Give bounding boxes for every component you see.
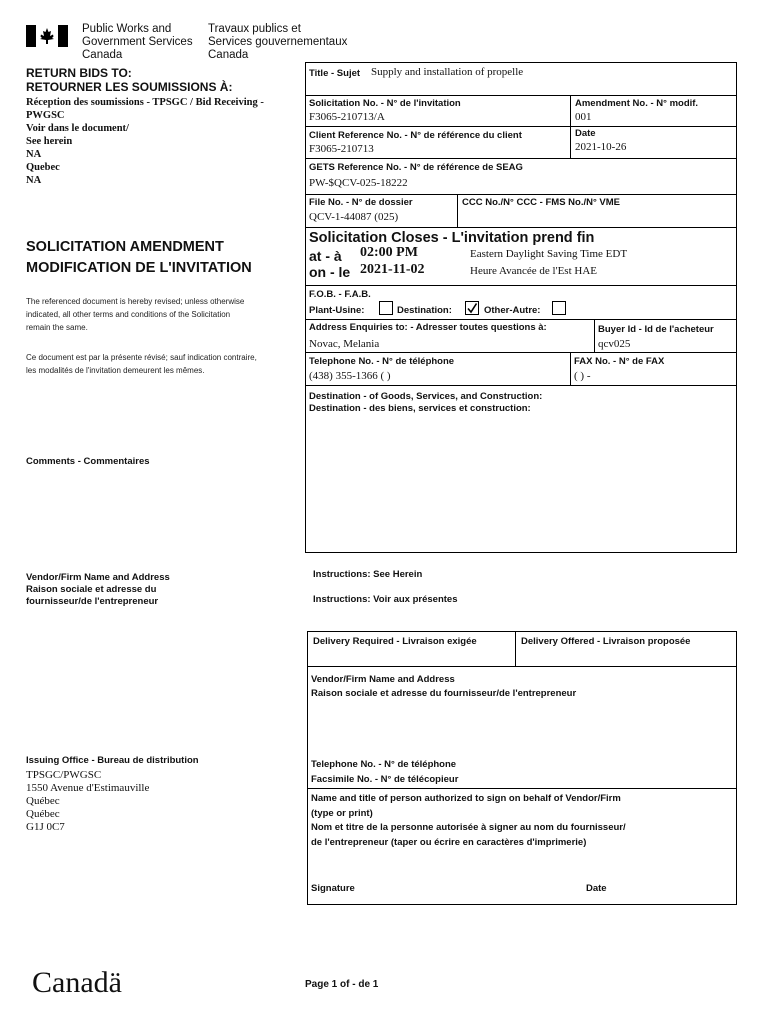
- vendor-telephone-label: Telephone No. - N° de téléphone: [311, 759, 457, 770]
- department-name-fr: Travaux publics et Services gouvernementaux Canada: [208, 23, 348, 61]
- other-checkbox[interactable]: [552, 301, 566, 315]
- destination-label: Destination:: [397, 305, 452, 316]
- client-ref-value: F3065-210713: [309, 143, 374, 155]
- closing-date-value: 2021-11-02: [360, 262, 425, 277]
- department-name-en: Public Works and Government Services Canada: [82, 23, 193, 61]
- at-label: at - à: [309, 248, 342, 264]
- destination-goods-fr: Destination - des biens, services et construction:: [309, 403, 531, 414]
- date-value: 2021-10-26: [575, 141, 627, 153]
- amendment-text-en: The referenced document is hereby revised; unless otherwise indicated, all other terms and conditions of the Solicitation remain the same.: [26, 297, 245, 332]
- title-value: Supply and installation of propelle: [371, 66, 524, 78]
- canada-flag-icon: [26, 25, 68, 47]
- other-label: Other-Autre:: [484, 305, 541, 316]
- file-no-value: QCV-1-44087 (025): [309, 211, 399, 223]
- instructions-en: Instructions: See Herein: [313, 569, 423, 580]
- gets-ref-label: GETS Reference No. - N° de référence de SEAG: [309, 162, 523, 173]
- timezone-en: Eastern Daylight Saving Time EDT: [470, 248, 628, 260]
- signature-label: Signature: [311, 883, 355, 894]
- fax-value: ( ) -: [574, 370, 591, 382]
- page-number: Page 1 of - de 1: [305, 979, 379, 990]
- return-bids-address: Réception des soumissions - TPSGC / Bid Receiving - PWGSC Voir dans le document/ See herein NA Quebec NA: [26, 97, 264, 186]
- plant-checkbox[interactable]: [379, 301, 393, 315]
- comments-label: Comments - Commentaires: [26, 456, 150, 467]
- gets-ref-value: PW-$QCV-025-18222: [309, 177, 408, 189]
- timezone-fr: Heure Avancée de l'Est HAE: [470, 265, 598, 277]
- telephone-value: (438) 355-1366 ( ): [309, 370, 391, 382]
- return-bids-title: RETURN BIDS TO: RETOURNER LES SOUMISSIONS À:: [26, 66, 233, 94]
- date-sign-label: Date: [586, 883, 607, 894]
- vendor-name-label: Vendor/Firm Name and Address: [311, 674, 455, 685]
- solicitation-no-label: Solicitation No. - N° de l'invitation: [309, 98, 461, 109]
- solicitation-closes-label: Solicitation Closes - L'invitation prend fin: [309, 230, 595, 246]
- authorized-person-label: Name and title of person authorized to sign on behalf of Vendor/Firm (type or print) Nom et titre de la personne autorisée à signer au nom du fournisseur/ de l'entrepreneur (taper ou écrire en caractères d'imprimerie): [311, 793, 626, 848]
- amendment-text-fr: Ce document est par la présente révisé; sauf indication contraire, les modalités de l'invitation demeurent les mêmes.: [26, 353, 257, 375]
- checkmark-icon: [466, 302, 478, 314]
- instructions-fr: Instructions: Voir aux présentes: [313, 594, 458, 605]
- solicitation-no-value: F3065-210713/A: [309, 111, 385, 123]
- buyer-id-value: qcv025: [598, 338, 631, 350]
- amendment-no-label: Amendment No. - N° modif.: [575, 98, 699, 109]
- vendor-address-label-fr: Raison sociale et adresse du fournisseur/de l'entrepreneur: [311, 688, 577, 699]
- plant-label: Plant-Usine:: [309, 305, 365, 316]
- vendor-fax-label: Facsimile No. - N° de télécopieur: [311, 774, 459, 785]
- destination-goods-en: Destination - of Goods, Services, and Construction:: [309, 391, 543, 402]
- ccc-no-label: CCC No./N° CCC - FMS No./N° VME: [462, 197, 621, 208]
- amendment-title: SOLICITATION AMENDMENT MODIFICATION DE L'INVITATION: [26, 239, 252, 276]
- delivery-required-label: Delivery Required - Livraison exigée: [313, 636, 477, 647]
- destination-checkbox[interactable]: [465, 301, 479, 315]
- address-enquiries-label: Address Enquiries to: - Adresser toutes questions à:: [309, 322, 547, 333]
- title-label: Title - Sujet: [309, 68, 361, 79]
- file-no-label: File No. - N° de dossier: [309, 197, 413, 208]
- address-enquiries-value: Novac, Melania: [309, 338, 380, 350]
- issuing-office-address: TPSGC/PWGSC 1550 Avenue d'Estimauville Québec Québec G1J 0C7: [26, 769, 150, 833]
- on-label: on - le: [309, 264, 351, 280]
- buyer-id-label: Buyer Id - Id de l'acheteur: [598, 324, 714, 335]
- client-ref-label: Client Reference No. - N° de référence du client: [309, 130, 522, 141]
- delivery-offered-label: Delivery Offered - Livraison proposée: [521, 636, 691, 647]
- fob-label: F.O.B. - F.A.B.: [309, 289, 371, 300]
- canada-wordmark: Canadä: [32, 966, 122, 999]
- fax-label: FAX No. - N° de FAX: [574, 356, 665, 367]
- issuing-office-label: Issuing Office - Bureau de distribution: [26, 755, 199, 766]
- amendment-no-value: 001: [575, 111, 592, 123]
- telephone-label: Telephone No. - N° de téléphone: [309, 356, 455, 367]
- vendor-address-label: Vendor/Firm Name and Address Raison sociale et adresse du fournisseur/de l'entrepreneur: [26, 572, 170, 607]
- date-label: Date: [575, 128, 596, 139]
- closing-time-value: 02:00 PM: [360, 245, 418, 260]
